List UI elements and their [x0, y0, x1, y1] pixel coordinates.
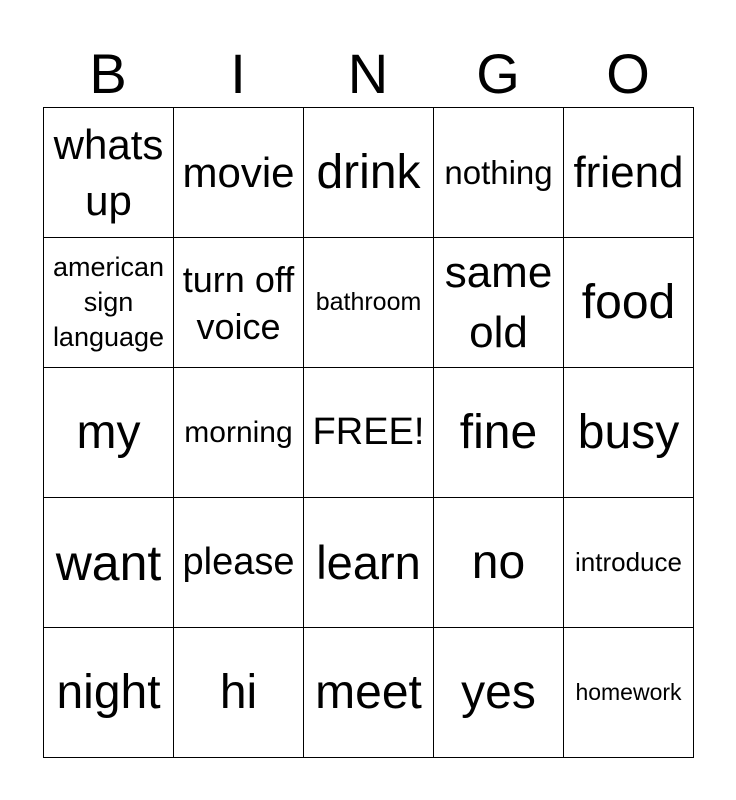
cell-text: my — [76, 406, 141, 459]
cell-text: drink — [316, 146, 421, 199]
bingo-header — [43, 40, 693, 108]
bingo-cell[interactable] — [44, 238, 174, 368]
bingo-cell[interactable] — [174, 108, 304, 238]
header-letter-i: I — [230, 42, 246, 105]
bingo-cell[interactable] — [304, 108, 434, 238]
bingo-cell[interactable] — [44, 108, 174, 238]
bingo-cell[interactable] — [564, 368, 694, 498]
free-space-cell[interactable] — [304, 368, 434, 498]
header-letter-n: N — [347, 42, 389, 105]
cell-text: no — [471, 536, 526, 589]
bingo-cell[interactable] — [564, 628, 694, 758]
bingo-cell[interactable] — [434, 628, 564, 758]
bingo-cell[interactable] — [44, 368, 174, 498]
cell-text: night — [56, 666, 161, 719]
cell-text: morning — [184, 415, 293, 449]
bingo-cell[interactable] — [304, 628, 434, 758]
cell-text: yes — [461, 666, 536, 719]
cell-text: meet — [315, 666, 422, 719]
header-letter-g: G — [476, 42, 520, 105]
cell-text: FREE! — [312, 411, 425, 453]
bingo-cell[interactable] — [434, 108, 564, 238]
cell-text: american sign language — [52, 252, 165, 352]
cell-text: learn — [316, 536, 421, 589]
cell-text: fine — [459, 406, 538, 459]
cell-text: turn off voice — [182, 258, 295, 347]
cell-text: whats up — [53, 120, 164, 224]
cell-text: introduce — [575, 547, 682, 577]
bingo-cell[interactable] — [174, 238, 304, 368]
bingo-cell[interactable] — [434, 238, 564, 368]
bingo-cell[interactable] — [174, 368, 304, 498]
cell-text: hi — [219, 666, 258, 719]
bingo-cell[interactable] — [434, 498, 564, 628]
header-letter-o: O — [606, 42, 650, 105]
bingo-board — [43, 107, 694, 758]
cell-text: nothing — [444, 153, 553, 191]
bingo-cell[interactable] — [304, 498, 434, 628]
bingo-cell[interactable] — [564, 238, 694, 368]
bingo-cell[interactable] — [44, 498, 174, 628]
bingo-cell[interactable] — [564, 108, 694, 238]
cell-text: please — [182, 541, 295, 583]
header-letter-b: B — [89, 42, 127, 105]
cell-text: bathroom — [315, 288, 422, 316]
bingo-cell[interactable] — [304, 238, 434, 368]
bingo-cell[interactable] — [174, 628, 304, 758]
bingo-cell[interactable] — [174, 498, 304, 628]
cell-text: friend — [573, 147, 684, 197]
bingo-cell[interactable] — [44, 628, 174, 758]
bingo-cell[interactable] — [434, 368, 564, 498]
cell-text: movie — [182, 148, 295, 196]
cell-text: food — [581, 276, 676, 329]
cell-text: homework — [575, 679, 682, 705]
bingo-cell[interactable] — [564, 498, 694, 628]
cell-text: busy — [577, 406, 680, 459]
cell-text: want — [55, 534, 162, 591]
cell-text: same old — [444, 247, 553, 357]
